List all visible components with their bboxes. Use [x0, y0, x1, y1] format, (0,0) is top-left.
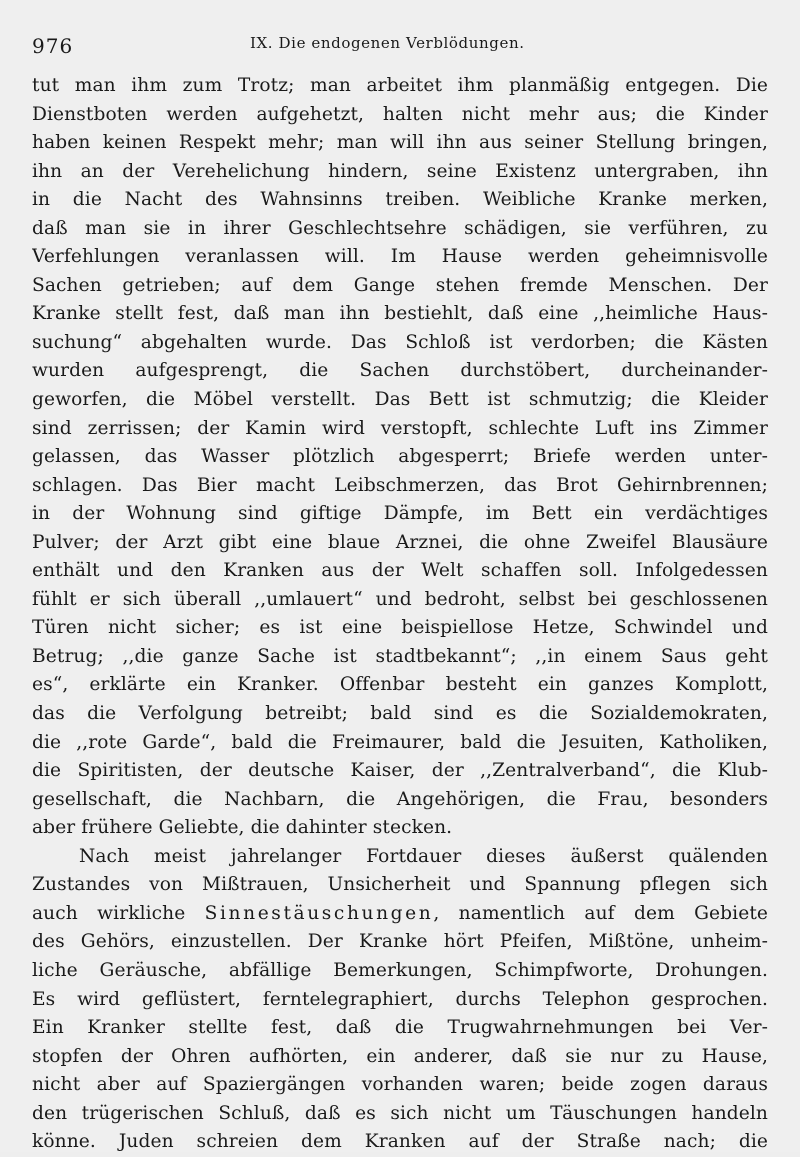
text-line: Dienstboten werden aufgehetzt, halten nicht mehr aus; die Kinder [32, 103, 768, 125]
text-line: gesellschaft, die Nachbarn, die Angehörigen, die Frau, besonders [32, 788, 768, 810]
body-text [32, 72, 768, 1157]
text-fragment: auch wirkliche [32, 902, 205, 924]
text-line: in die Nacht des Wahnsinns treiben. Weibliche Kranke merken, [32, 189, 768, 211]
paragraph-start-line: Nach meist jahrelanger Fortdauer dieses äußerst quälenden [79, 845, 768, 867]
text-line: Kranke stellt fest, daß man ihn bestiehlt, daß eine ,,heimliche Haus- [32, 303, 768, 325]
text-line: den trügerischen Schluß, daß es sich nicht um Täuschungen handeln [32, 1102, 768, 1124]
spaced-emphasis-term: Sinnestäuschungen [204, 902, 434, 924]
text-line: Verfehlungen veranlassen will. Im Hause werden geheimnisvolle [32, 246, 768, 268]
text-line: gelassen, das Wasser plötzlich abgesperrt; Briefe werden unter- [32, 446, 768, 468]
text-line: in der Wohnung sind giftige Dämpfe, im Bett ein verdächtiges [32, 503, 768, 525]
text-line: sind zerrissen; der Kamin wird verstopft, schlechte Luft ins Zimmer [32, 417, 768, 439]
text-line: Sachen getrieben; auf dem Gange stehen fremde Menschen. Der [32, 274, 768, 296]
text-line: schlagen. Das Bier macht Leibschmerzen, das Brot Gehirnbrennen; [32, 474, 768, 496]
page-number: 976 [32, 34, 74, 58]
text-line: ihn an der Verehelichung hindern, seine Existenz untergraben, ihn [32, 160, 768, 182]
text-line: des Gehörs, einzustellen. Der Kranke hört Pfeifen, Mißtöne, unheim- [32, 931, 768, 953]
text-line: Türen nicht sicher; es ist eine beispiellose Hetze, Schwindel und [32, 617, 768, 639]
text-line-with-spaced-term [32, 900, 768, 929]
text-line: fühlt er sich überall ,,umlauert“ und bedroht, selbst bei geschlossenen [32, 588, 768, 610]
text-line: tut man ihm zum Trotz; man arbeitet ihm planmäßig entgegen. Die [32, 75, 768, 96]
text-line: stopfen der Ohren aufhörten, ein anderer, daß sie nur zu Hause, [32, 1045, 768, 1067]
text-fragment: , namentlich auf dem Gebiete [433, 902, 768, 924]
text-line: geworfen, die Möbel verstellt. Das Bett ist schmutzig; die Kleider [32, 389, 768, 411]
text-line: wurden aufgesprengt, die Sachen durchstöbert, durcheinander- [32, 360, 768, 382]
text-line: die Spiritisten, der deutsche Kaiser, der ,,Zentralverband“, die Klub- [32, 760, 768, 782]
running-head: IX. Die endogenen Verblödungen. [250, 34, 525, 52]
text-line: suchung“ abgehalten wurde. Das Schloß ist verdorben; die Kästen [32, 331, 768, 353]
text-line: es“, erklärte ein Kranker. Offenbar besteht ein ganzes Komplott, [32, 674, 768, 696]
text-line: Pulver; der Arzt gibt eine blaue Arznei, die ohne Zweifel Blausäure [32, 531, 768, 553]
text-line: liche Geräusche, abfällige Bemerkungen, Schimpfworte, Drohungen. [32, 959, 768, 981]
text-line: die ,,rote Garde“, bald die Freimaurer, bald die Jesuiten, Katholiken, [32, 731, 768, 753]
text-line: Betrug; ,,die ganze Sache ist stadtbekannt“; ,,in einem Saus geht [32, 645, 768, 667]
text-line: Zustandes von Mißtrauen, Unsicherheit und Spannung pflegen sich [32, 874, 768, 896]
text-line: enthält und den Kranken aus der Welt schaffen soll. Infolgedessen [32, 560, 768, 582]
text-line: Ein Kranker stellte fest, daß die Trugwahrnehmungen bei Ver- [32, 1017, 768, 1039]
paragraph-end-line: aber frühere Geliebte, die dahinter stecken. [32, 817, 453, 839]
text-line: Es wird geflüstert, ferntelegraphiert, durchs Telephon gesprochen. [32, 988, 768, 1010]
text-line: nicht aber auf Spaziergängen vorhanden waren; beide zogen daraus [32, 1074, 768, 1096]
text-line: haben keinen Respekt mehr; man will ihn aus seiner Stellung bringen, [32, 132, 768, 154]
text-line: daß man sie in ihrer Geschlechtsehre schädigen, sie verführen, zu [32, 217, 768, 239]
text-line: könne. Juden schreien dem Kranken auf der Straße nach; die [32, 1131, 768, 1153]
text-line: das die Verfolgung betreibt; bald sind es die Sozialdemokraten, [32, 703, 768, 725]
page-header [32, 30, 768, 60]
